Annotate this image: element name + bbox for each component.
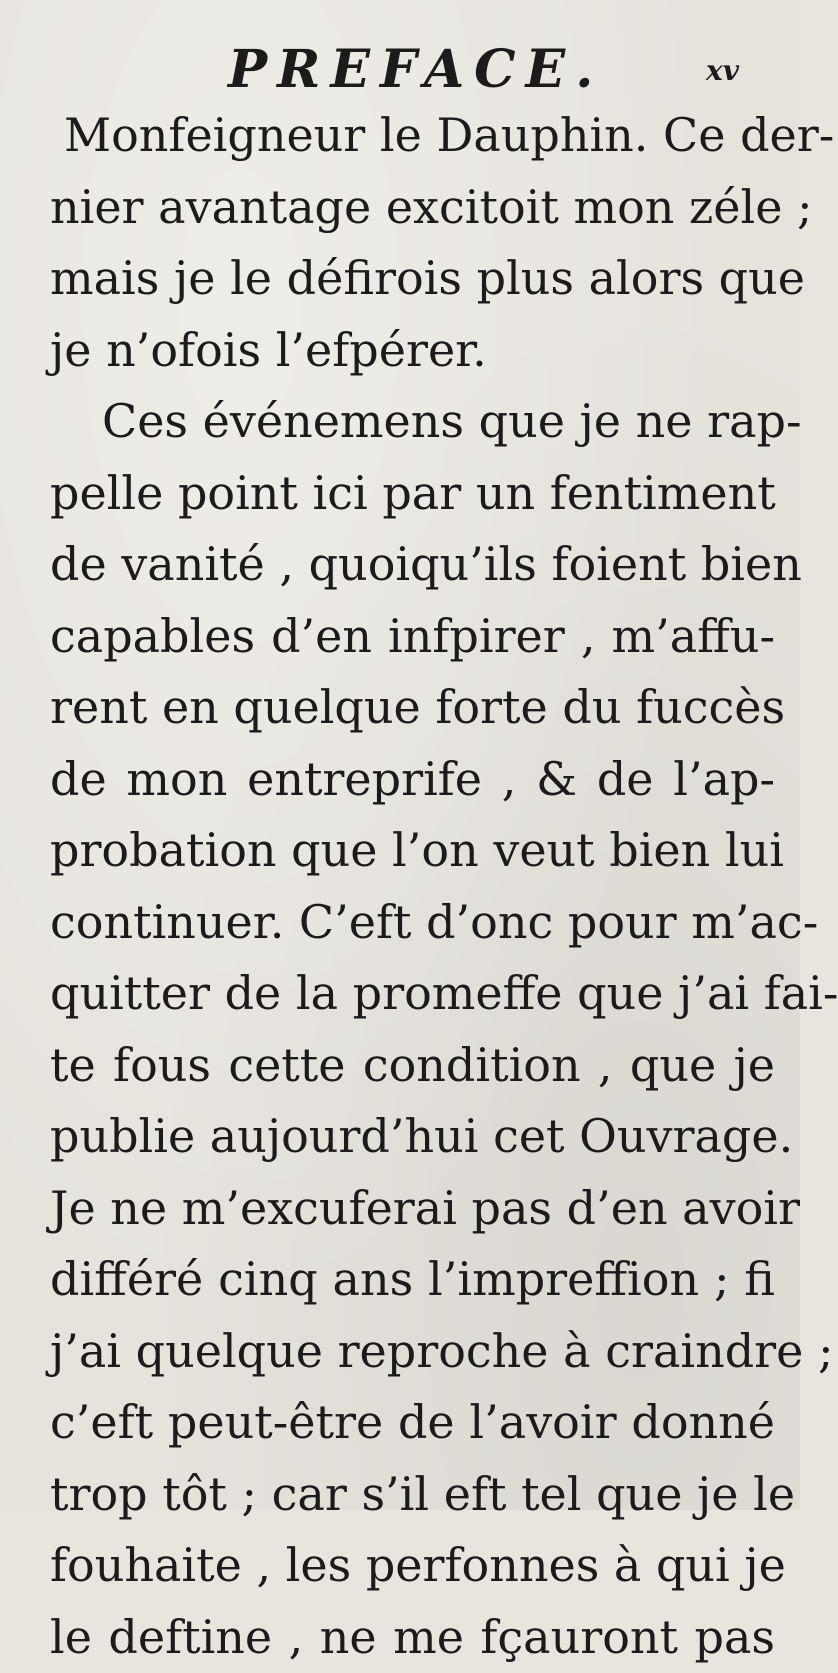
text-line: publie aujourd’hui cet Ouvrage. [50, 1101, 775, 1173]
text-line: je n’ofois l’efpérer. [50, 315, 775, 387]
text-line: probation que l’on veut bien lui [50, 815, 775, 887]
text-line: capables d’en infpirer , m’affu- [50, 601, 775, 673]
text-line: Monfeigneur le Dauphin. Ce der- [50, 100, 775, 172]
text-line: nier avantage excitoit mon zéle ; [50, 172, 775, 244]
text-line: de mon entreprife , & de l’ap- [50, 744, 775, 816]
text-line: trop tôt ; car s’il eft tel que je le [50, 1459, 775, 1531]
text-line: quitter de la promeffe que j’ai fai- [50, 958, 775, 1030]
text-line: continuer. C’eft d’onc pour m’ac- [50, 887, 775, 959]
page-number: xv [706, 46, 739, 96]
text-line: le deftine , ne me fçauront pas [50, 1602, 775, 1673]
text-line: pelle point ici par un fentiment [50, 458, 775, 530]
text-line: te fous cette condition , que je [50, 1030, 775, 1102]
text-line: Ces événemens que je ne rap- [50, 386, 775, 458]
body-text [50, 100, 775, 1673]
running-title: PREFACE. [228, 40, 603, 100]
running-head [0, 40, 800, 100]
text-line: de vanité , quoiqu’ils foient bien [50, 529, 775, 601]
text-line: fouhaite , les perfonnes à qui je [50, 1530, 775, 1602]
text-line: rent en quelque forte du fuccès [50, 672, 775, 744]
text-line: Je ne m’excuferai pas d’en avoir [50, 1173, 775, 1245]
text-line: différé cinq ans l’impreffion ; fi [50, 1244, 775, 1316]
text-line: c’eft peut-être de l’avoir donné [50, 1387, 775, 1459]
text-line: mais je le défirois plus alors que [50, 243, 775, 315]
text-line: j’ai quelque reproche à craindre ; [50, 1316, 775, 1388]
